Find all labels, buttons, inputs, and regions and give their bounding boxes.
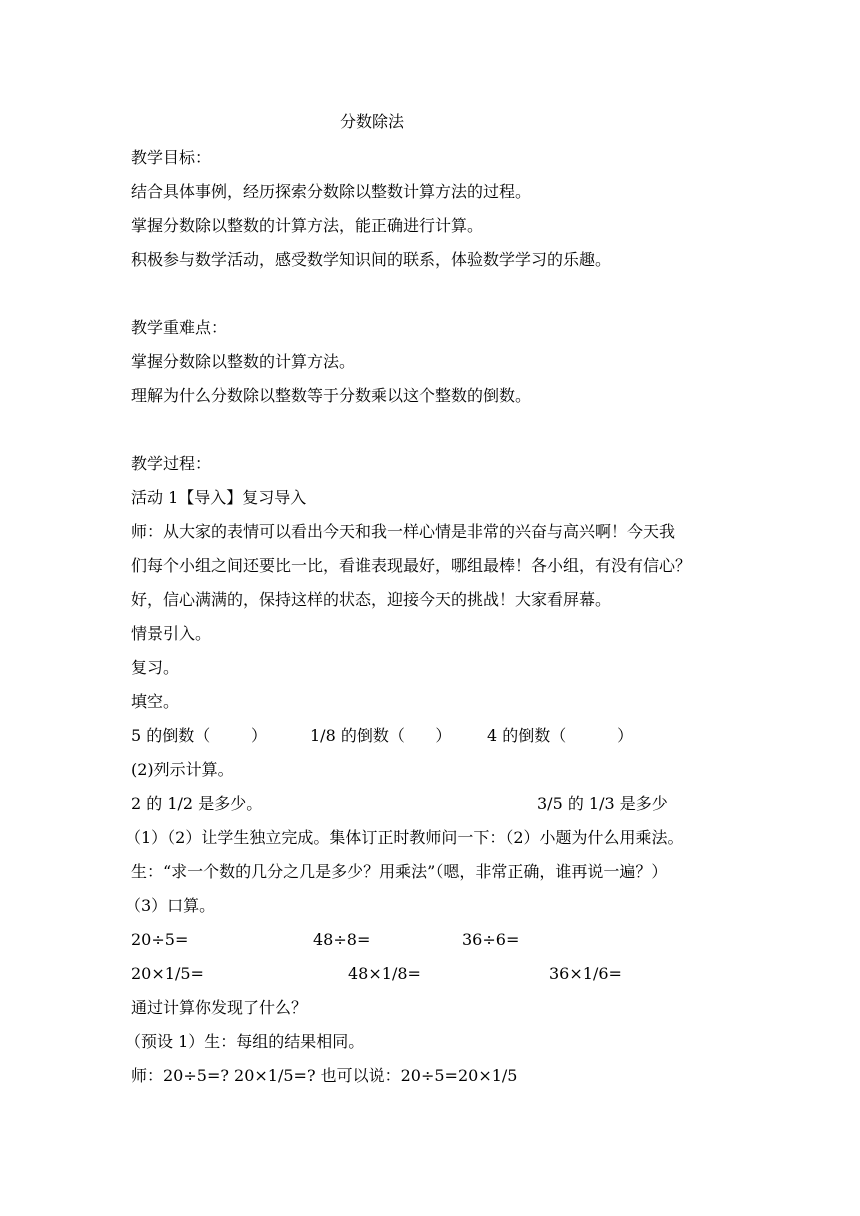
review-line: 复习。 bbox=[131, 658, 180, 677]
keypoint-item: 掌握分数除以整数的计算方法。 bbox=[131, 352, 356, 371]
oral-item: 36×1/6= bbox=[549, 964, 622, 983]
teacher-intro-line: 师：从大家的表情可以看出今天和我一样心情是非常的兴奋与高兴啊！今天我 bbox=[131, 522, 676, 541]
reciprocal-item: 5 的倒数（ ） bbox=[131, 726, 267, 745]
oral-heading: （3）口算。 bbox=[125, 896, 216, 915]
oral-item: 48×1/8= bbox=[348, 964, 421, 983]
goal-item: 积极参与数学活动，感受数学知识间的联系，体验数学学习的乐趣。 bbox=[131, 250, 612, 269]
reciprocal-item: 1/8 的倒数（ ） bbox=[310, 726, 452, 745]
goal-item: 掌握分数除以整数的计算方法，能正确进行计算。 bbox=[131, 216, 484, 235]
keypoints-heading: 教学重难点： bbox=[131, 318, 228, 337]
scene-line: 情景引入。 bbox=[131, 624, 212, 643]
process-heading: 教学过程： bbox=[131, 454, 212, 473]
fill-heading: 填空。 bbox=[131, 692, 180, 711]
oral-item: 20×1/5= bbox=[131, 964, 204, 983]
oral-item: 36÷6= bbox=[462, 930, 520, 949]
oral-item: 20÷5= bbox=[131, 930, 189, 949]
teacher-intro-line: 们每个小组之间还要比一比，看谁表现最好，哪组最棒！各小组，有没有信心？ bbox=[131, 556, 692, 575]
calc-item: 2 的 1/2 是多少。 bbox=[131, 794, 263, 813]
note-line: 生：“求一个数的几分之几是多少？用乘法”（嗯，非常正确，谁再说一遍？） bbox=[131, 862, 668, 881]
calc-item: 3/5 的 1/3 是多少 bbox=[537, 794, 668, 813]
reciprocal-item: 4 的倒数（ ） bbox=[487, 726, 634, 745]
teacher-end-line: 师：20÷5=? 20×1/5=? 也可以说：20÷5=20×1/5 bbox=[131, 1066, 518, 1085]
note-line: （1）（2）让学生独立完成。集体订正时教师问一下：（2）小题为什么用乘法。 bbox=[125, 828, 684, 847]
goals-heading: 教学目标： bbox=[131, 148, 212, 167]
calc-heading: (2)列示计算。 bbox=[131, 760, 234, 779]
document-title: 分数除法 bbox=[340, 112, 405, 131]
discover-line: 通过计算你发现了什么？ bbox=[131, 998, 308, 1017]
goal-item: 结合具体事例，经历探索分数除以整数计算方法的过程。 bbox=[131, 182, 532, 201]
oral-item: 48÷8= bbox=[313, 930, 371, 949]
keypoint-item: 理解为什么分数除以整数等于分数乘以这个整数的倒数。 bbox=[131, 386, 532, 405]
activity-title: 活动 1【导入】复习导入 bbox=[131, 488, 307, 507]
preset-line: （预设 1）生：每组的结果相同。 bbox=[125, 1032, 365, 1051]
teacher-intro-line: 好，信心满满的，保持这样的状态，迎接今天的挑战！大家看屏幕。 bbox=[131, 590, 612, 609]
